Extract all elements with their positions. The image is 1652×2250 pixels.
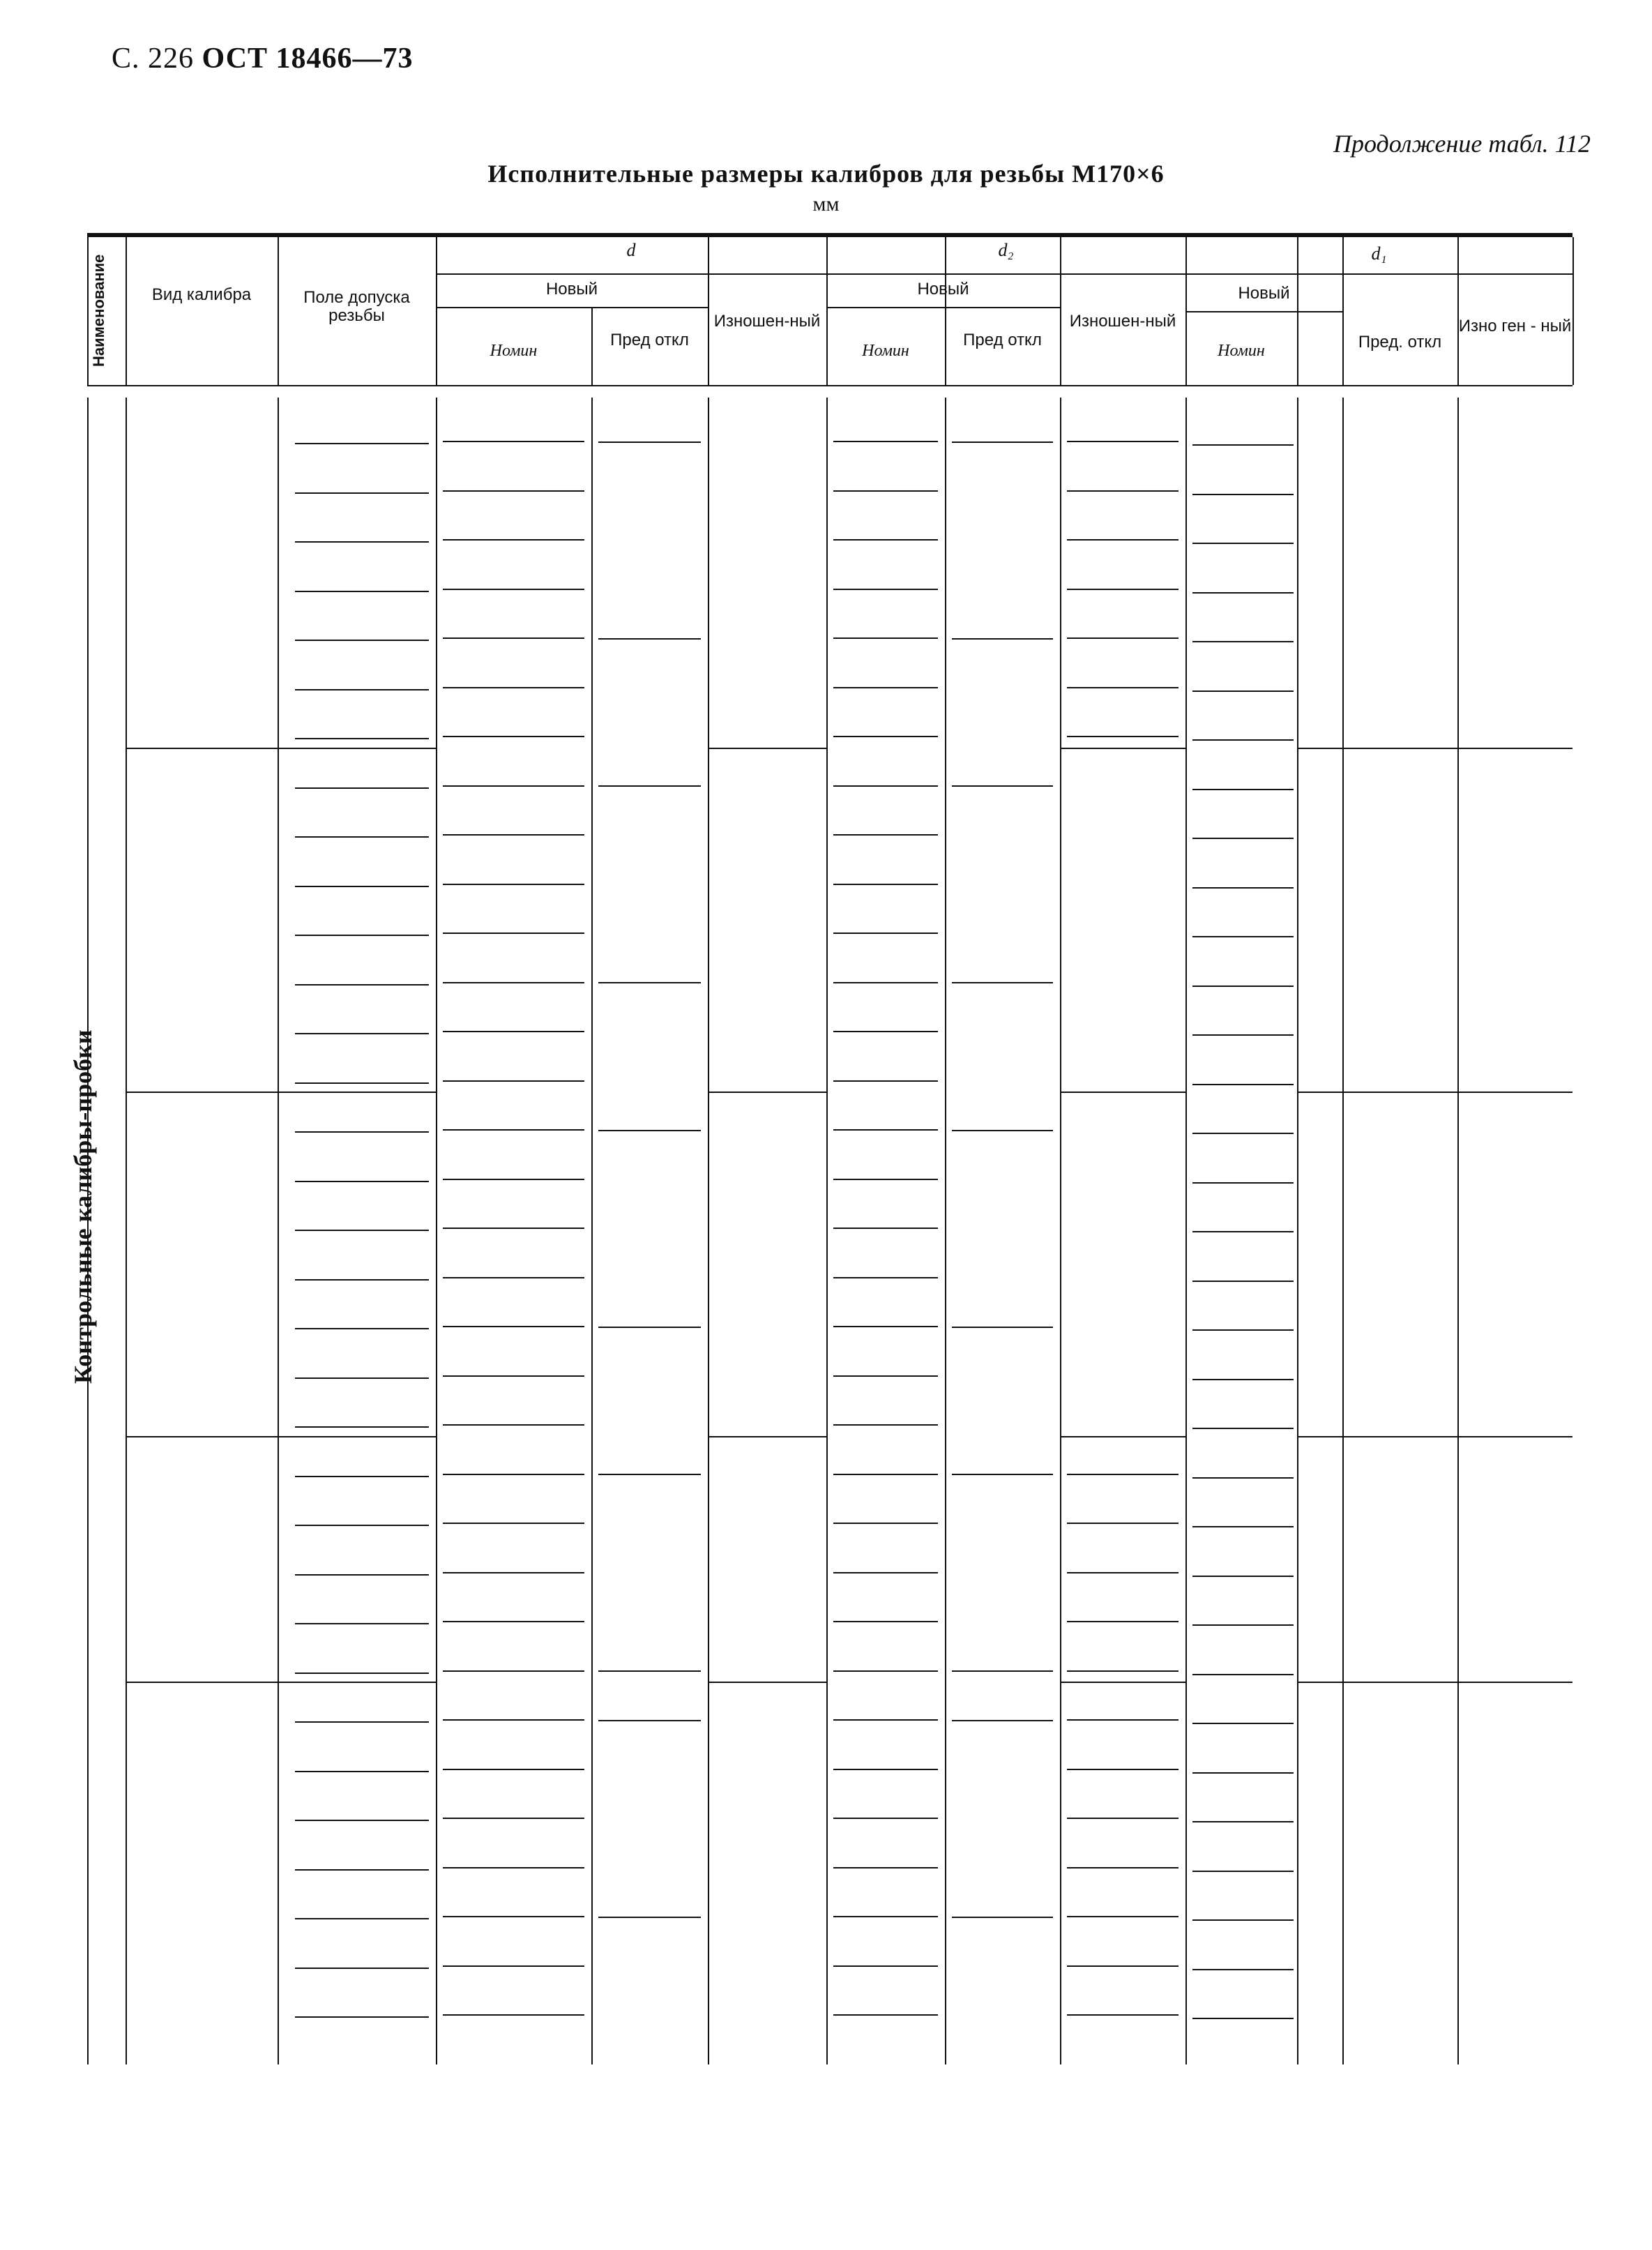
- rule-line: [708, 1092, 826, 1093]
- rule-line: [833, 1424, 938, 1426]
- rule-line: [443, 1572, 584, 1573]
- rule-line: [1297, 748, 1573, 749]
- header-nomin-d: Номин: [490, 342, 538, 360]
- rule-line: [1192, 1428, 1294, 1429]
- rule-line: [1192, 1379, 1294, 1380]
- rule-line: [1192, 739, 1294, 741]
- rule-line: [1192, 543, 1294, 544]
- rule-line: [1192, 1772, 1294, 1774]
- rule-line: [126, 748, 436, 749]
- rule-line: [443, 1228, 584, 1229]
- rule-line: [1192, 1281, 1294, 1282]
- header-novyi-d2: Новый: [917, 280, 969, 299]
- rule-line: [295, 738, 429, 739]
- rule-line: [1067, 490, 1179, 492]
- rule-line: [1192, 1526, 1294, 1527]
- rule-line: [295, 1377, 429, 1379]
- rule-line: [1192, 1133, 1294, 1134]
- rule-line: [833, 933, 938, 934]
- rule-line: [443, 1818, 584, 1819]
- rule-line: [443, 1523, 584, 1524]
- rule-line: [833, 637, 938, 639]
- rule-line: [295, 984, 429, 986]
- rule-line: [1192, 1723, 1294, 1724]
- continuation-label: Продолжение табл. 112: [1333, 130, 1591, 158]
- header-d1: d₁: [1371, 243, 1387, 264]
- rule-line: [295, 1574, 429, 1576]
- rule-line: [443, 1769, 584, 1770]
- rule-line: [1192, 1034, 1294, 1036]
- rule-line: [598, 1474, 701, 1475]
- rule-line: [598, 982, 701, 983]
- rule-line: [833, 1031, 938, 1032]
- header-nomin-d1: Номин: [1218, 342, 1265, 360]
- rule-line: [1192, 1182, 1294, 1184]
- rule-line: [295, 689, 429, 690]
- rule-line: [443, 884, 584, 885]
- rule-line: [1192, 986, 1294, 987]
- rule-line: [833, 1228, 938, 1229]
- rule-line: [295, 1181, 429, 1182]
- rule-line: [443, 2014, 584, 2016]
- rule-line: [295, 2016, 429, 2018]
- rule-line: [1457, 398, 1459, 2064]
- rule-line: [833, 539, 938, 541]
- rule-line: [1297, 311, 1298, 385]
- rule-line: [126, 237, 127, 385]
- rule-line: [295, 1721, 429, 1723]
- rule-line: [295, 640, 429, 641]
- rule-line: [833, 1719, 938, 1721]
- rule-line: [1192, 2018, 1294, 2019]
- rule-line: [1192, 1674, 1294, 1675]
- rule-line: [1060, 398, 1061, 2064]
- rule-line: [833, 982, 938, 983]
- rule-line: [443, 1719, 584, 1721]
- rule-line: [833, 736, 938, 737]
- rule-line: [295, 836, 429, 838]
- rule-line: [952, 1917, 1053, 1918]
- rule-line: [833, 1621, 938, 1622]
- rule-line: [952, 785, 1053, 787]
- rule-line: [443, 1474, 584, 1475]
- header-vid: Вид калибра: [151, 285, 252, 304]
- rule-line: [1192, 1821, 1294, 1822]
- rule-line: [295, 1820, 429, 1821]
- rule-line: [833, 1818, 938, 1819]
- rule-line: [295, 1525, 429, 1526]
- header-iznosh-d: Изношен-ный: [713, 312, 821, 331]
- rule-line: [833, 785, 938, 787]
- rule-line: [295, 886, 429, 887]
- rule-line: [833, 1523, 938, 1524]
- rule-line: [1060, 1436, 1185, 1437]
- rule-line: [295, 1968, 429, 1969]
- rule-line: [1192, 1969, 1294, 1970]
- rule-line: [833, 1769, 938, 1770]
- rule-line: [833, 1129, 938, 1131]
- header-d2: d₂: [998, 240, 1014, 260]
- rule-line: [1067, 736, 1179, 737]
- rule-line: [1297, 1682, 1573, 1683]
- header-novyi-d1: Новый: [1238, 284, 1290, 303]
- header-novyi-d: Новый: [545, 280, 598, 299]
- rule-line: [295, 1426, 429, 1428]
- rule-line: [436, 307, 708, 308]
- rule-line: [833, 834, 938, 836]
- rule-line: [1067, 1719, 1179, 1721]
- rule-line: [295, 1869, 429, 1871]
- rule-line: [598, 638, 701, 640]
- rule-line: [87, 385, 1573, 386]
- rule-line: [126, 398, 127, 2064]
- rule-line: [833, 490, 938, 492]
- rule-line: [443, 441, 584, 442]
- rule-line: [443, 1080, 584, 1082]
- rule-line: [126, 1092, 436, 1093]
- rule-line: [1067, 1523, 1179, 1524]
- rule-line: [295, 1476, 429, 1477]
- rule-line: [1067, 589, 1179, 590]
- rule-line: [952, 1670, 1053, 1672]
- rule-line: [598, 1327, 701, 1328]
- header-nomin-d2: Номин: [862, 342, 909, 360]
- rule-line: [443, 1916, 584, 1917]
- rule-line: [1067, 1867, 1179, 1868]
- rule-line: [295, 1918, 429, 1919]
- rule-line: [598, 1130, 701, 1131]
- rule-line: [295, 1623, 429, 1624]
- rule-line: [443, 736, 584, 737]
- standard-number: ОСТ 18466—73: [202, 43, 414, 75]
- rule-line: [443, 834, 584, 836]
- rule-line: [443, 1965, 584, 1967]
- rule-line: [1192, 494, 1294, 495]
- rule-line: [295, 1673, 429, 1674]
- rule-line: [708, 748, 826, 749]
- header-pred-d1: Пред. откл: [1358, 333, 1442, 352]
- rule-line: [833, 441, 938, 442]
- rule-line: [1192, 690, 1294, 692]
- rule-line: [1192, 789, 1294, 790]
- rule-line: [833, 1375, 938, 1377]
- rule-line: [598, 785, 701, 787]
- rule-line: [826, 307, 1060, 308]
- rule-line: [1192, 1576, 1294, 1577]
- rule-line: [436, 398, 437, 2064]
- rule-line: [443, 1031, 584, 1032]
- rule-line: [598, 1917, 701, 1918]
- rule-line: [1067, 1965, 1179, 1967]
- rule-line: [833, 1277, 938, 1278]
- rule-line: [952, 441, 1053, 443]
- rule-line: [1192, 641, 1294, 642]
- rule-line: [295, 443, 429, 444]
- rule-line: [443, 982, 584, 983]
- rule-line: [833, 1572, 938, 1573]
- rule-line: [826, 398, 828, 2064]
- rule-line: [1067, 687, 1179, 688]
- rule-line: [295, 492, 429, 494]
- rule-line: [443, 1621, 584, 1622]
- rule-line: [1192, 1477, 1294, 1479]
- rule-line: [833, 1916, 938, 1917]
- rule-line: [833, 1080, 938, 1082]
- table-title: Исполнительные размеры калибров для резьбы М170×6: [487, 160, 1165, 188]
- rule-line: [443, 1670, 584, 1672]
- rule-line: [1192, 1624, 1294, 1626]
- rule-line: [833, 1326, 938, 1327]
- rule-line: [833, 1474, 938, 1475]
- rule-line: [295, 787, 429, 789]
- rule-line: [1067, 1474, 1179, 1475]
- rule-line: [1192, 936, 1294, 937]
- rule-line: [1060, 1092, 1185, 1093]
- rule-line: [833, 1867, 938, 1868]
- header-naimenovanie: Наименование: [90, 254, 107, 367]
- rule-line: [443, 1129, 584, 1131]
- rule-line: [833, 1965, 938, 1967]
- rule-line: [295, 1279, 429, 1281]
- rule-line: [1192, 1329, 1294, 1331]
- rule-line: [295, 1230, 429, 1231]
- rule-line: [708, 398, 709, 2064]
- rule-line: [295, 591, 429, 592]
- rule-line: [952, 1327, 1053, 1328]
- header-iznosh-d2: Изношен-ный: [1069, 312, 1176, 331]
- rule-line: [443, 1375, 584, 1377]
- rule-line: [1067, 539, 1179, 541]
- rule-line: [443, 1277, 584, 1278]
- rule-line: [87, 237, 89, 385]
- rule-line: [1192, 1919, 1294, 1921]
- rule-line: [833, 884, 938, 885]
- rule-line: [1060, 1682, 1185, 1683]
- rule-line: [443, 539, 584, 541]
- rule-line: [278, 398, 279, 2064]
- rule-line: [708, 1682, 826, 1683]
- rule-line: [1192, 1871, 1294, 1872]
- rule-line: [833, 2014, 938, 2016]
- rule-line: [295, 1771, 429, 1772]
- rule-line: [436, 273, 1573, 275]
- rule-line: [295, 1033, 429, 1034]
- rule-line: [443, 785, 584, 787]
- rule-line: [1067, 1769, 1179, 1770]
- rule-line: [443, 1326, 584, 1327]
- rule-line: [952, 1720, 1053, 1721]
- rule-line: [1573, 237, 1574, 385]
- rule-line: [1067, 1818, 1179, 1819]
- rule-line: [598, 1670, 701, 1672]
- rule-line: [1067, 637, 1179, 639]
- rule-line: [443, 933, 584, 934]
- rule-line: [443, 490, 584, 492]
- rule-line: [833, 1670, 938, 1672]
- rule-line: [1185, 398, 1187, 2064]
- rule-line: [833, 589, 938, 590]
- rule-line: [833, 1179, 938, 1180]
- rule-line: [443, 589, 584, 590]
- header-iznosh-d1: Изно ген - ный: [1458, 317, 1572, 335]
- rule-line: [1297, 1092, 1573, 1093]
- rule-line: [1067, 1621, 1179, 1622]
- rule-line: [1192, 1231, 1294, 1232]
- rule-line: [952, 638, 1053, 640]
- rule-line: [295, 1082, 429, 1084]
- header-d: d: [626, 240, 636, 260]
- rule-line: [833, 687, 938, 688]
- rule-line: [126, 1682, 436, 1683]
- rule-line: [443, 1424, 584, 1426]
- rule-line: [126, 1436, 436, 1437]
- rule-line: [295, 541, 429, 543]
- rule-line: [1067, 1916, 1179, 1917]
- rule-line: [598, 441, 701, 443]
- rule-line: [1067, 2014, 1179, 2016]
- rule-line: [1342, 398, 1344, 2064]
- rule-line: [443, 1179, 584, 1180]
- rule-line: [708, 1436, 826, 1437]
- rule-line: [1067, 1572, 1179, 1573]
- rule-line: [295, 1131, 429, 1133]
- rule-line: [443, 687, 584, 688]
- rule-line: [1060, 748, 1185, 749]
- rule-line: [1067, 441, 1179, 442]
- header-pole: Поле допуска резьбы: [303, 288, 410, 326]
- rule-line: [1192, 1084, 1294, 1085]
- rule-line: [1297, 1436, 1573, 1437]
- rule-line: [945, 398, 946, 2064]
- rule-line: [1192, 838, 1294, 839]
- side-label-control-plugs: Контрольные калибры-пробки: [69, 1029, 97, 1384]
- table-unit: мм: [812, 192, 840, 216]
- page-number: С. 226: [112, 43, 195, 75]
- rule-line: [952, 1130, 1053, 1131]
- rule-line: [591, 398, 593, 2064]
- rule-line: [443, 1867, 584, 1868]
- rule-line: [1185, 311, 1342, 312]
- rule-line: [1297, 398, 1298, 2064]
- header-pred-d2: Пред откл: [963, 331, 1042, 349]
- header-pred-d: Пред откл: [610, 331, 689, 349]
- rule-line: [1192, 592, 1294, 594]
- rule-line: [1067, 1670, 1179, 1672]
- rule-line: [295, 1328, 429, 1329]
- rule-line: [1192, 444, 1294, 446]
- rule-line: [87, 233, 1573, 237]
- rule-line: [295, 935, 429, 936]
- rule-line: [598, 1720, 701, 1721]
- rule-line: [952, 1474, 1053, 1475]
- rule-line: [1192, 887, 1294, 889]
- rule-line: [443, 637, 584, 639]
- rule-line: [952, 982, 1053, 983]
